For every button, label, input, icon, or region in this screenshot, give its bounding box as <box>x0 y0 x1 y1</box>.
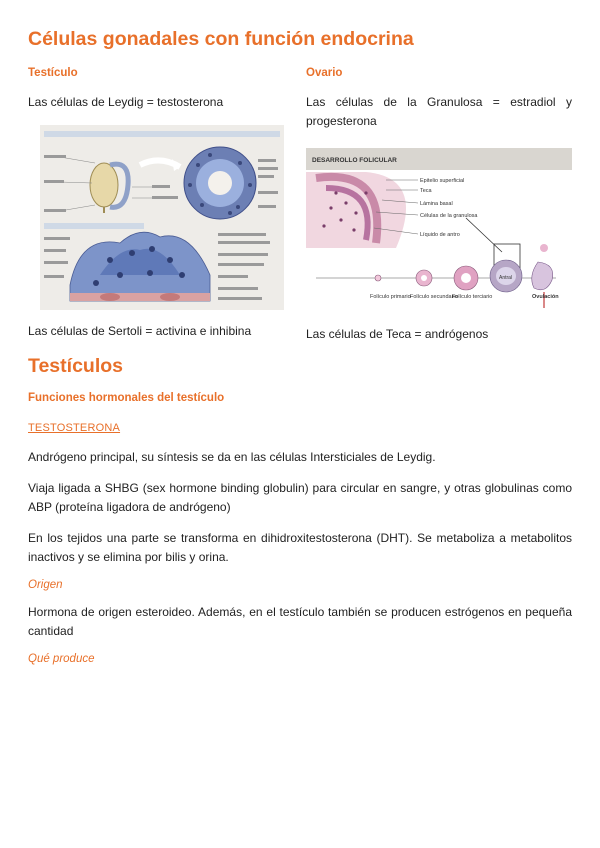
section-subtitle: Funciones hormonales del testículo <box>28 392 225 404</box>
label-teca: Teca <box>420 188 432 194</box>
testis-histology-figure <box>40 125 284 310</box>
stage-terciario: Folículo terciario <box>452 294 493 300</box>
paragraph-principal: Andrógeno principal, su síntesis se da en las células Intersticiales de Leydig. <box>28 450 436 464</box>
leydig-text: Las células de Leydig = testosterona <box>28 95 224 109</box>
figure-header: DESARROLLO FOLICULAR <box>312 157 397 164</box>
stage-secundario: Folículo secundario <box>410 294 458 300</box>
paragraph-shbg: Viaja ligada a SHBG (sex hormone binding globulin) para circular en sangre, y otras globulinas como ABP (proteína ligadora de andrógeno) <box>28 481 572 514</box>
paragraph-dht: En los tejidos una parte se transforma en dihidroxitestosterona (DHT). Se metaboliza a metabolitos inactivos y se elimina por bilis y orina. <box>28 531 572 564</box>
testiculo-heading: Testículo <box>28 67 78 79</box>
origen-label: Origen <box>28 579 63 591</box>
label-granulosa: Células de la granulosa <box>420 213 478 219</box>
page-title: Células gonadales con función endocrina <box>28 28 414 50</box>
que-produce-label: Qué produce <box>28 653 95 665</box>
follicle-diagram-svg <box>306 148 572 311</box>
stage-ovulacion: Ovulación <box>532 294 559 300</box>
stage-primario: Folículo primario <box>370 294 411 300</box>
section-title: Testículos <box>28 355 123 377</box>
section-body <box>28 392 572 665</box>
label-lamina: Lámina basal <box>420 201 453 207</box>
follicular-development-figure <box>306 148 572 311</box>
testis-diagram-svg <box>40 125 284 310</box>
testiculo-column <box>28 67 294 112</box>
ovario-heading: Ovario <box>306 67 343 79</box>
stage-antral: Antral <box>499 275 513 281</box>
ovario-column <box>306 67 572 131</box>
granulosa-text: Las células de la Granulosa = estradiol y progesterona <box>306 95 572 128</box>
teca-text: Las células de Teca = andrógenos <box>306 327 489 341</box>
label-epitelio: Epitelio superficial <box>420 178 465 184</box>
paragraph-origen: Hormona de origen esteroideo. Además, en el testículo también se producen estrógenos en pequeña cantidad <box>28 605 572 638</box>
sertoli-text: Las células de Sertoli = activina e inhibina <box>28 324 252 338</box>
label-antro: Líquido de antro <box>420 232 460 238</box>
testosterona-link[interactable]: TESTOSTERONA <box>28 422 121 434</box>
